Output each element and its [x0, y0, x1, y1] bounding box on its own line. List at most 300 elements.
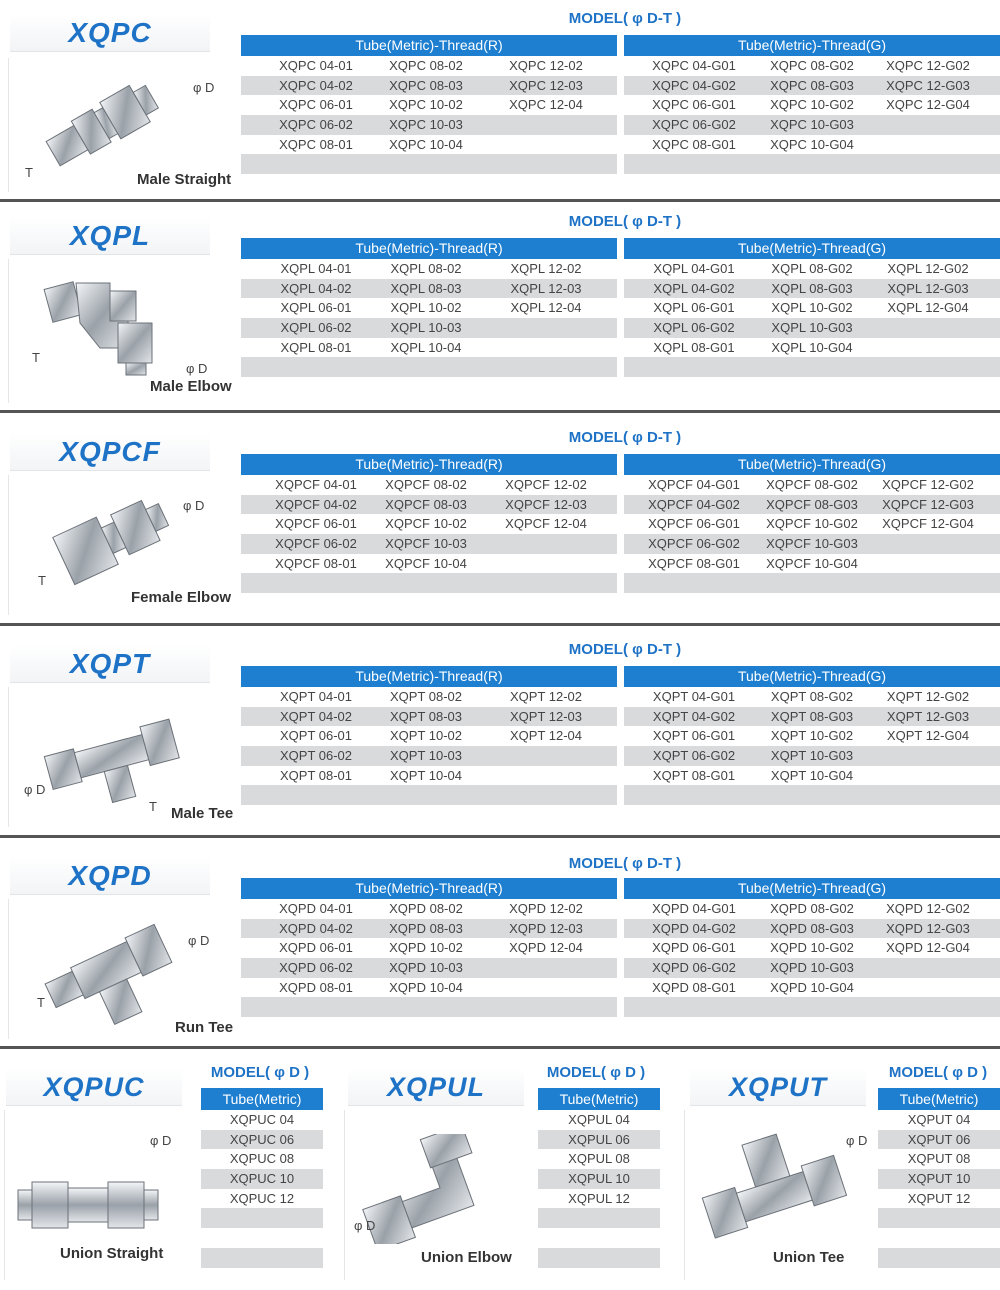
table-row: [624, 115, 1000, 135]
table-row: [241, 259, 617, 279]
table-row: [878, 1110, 1000, 1130]
table-cell: XQPD 04-01: [279, 901, 353, 916]
table-row: [241, 318, 617, 338]
table-cell: XQPD 10-03: [389, 960, 463, 976]
table-row: [624, 56, 1000, 76]
table-row: [624, 938, 1000, 958]
thread-r-table: [241, 666, 617, 805]
diameter-dimension: φ D: [846, 1133, 868, 1148]
table-cell: XQPL 12-03: [510, 280, 582, 296]
table-row: [201, 1189, 323, 1209]
union-straight-block: [0, 1050, 330, 1290]
table-cell: XQPC 06-G01: [652, 97, 736, 113]
table-row: [241, 115, 617, 135]
table-row: [241, 95, 617, 115]
table-row: [538, 1169, 660, 1189]
table-row: [878, 1208, 1000, 1228]
table-row: [241, 938, 617, 958]
thread-r-header: Tube(Metric)-Thread(R): [241, 454, 617, 475]
table-row: [624, 766, 1000, 786]
table-cell: XQPCF 12-G02: [882, 477, 974, 492]
table-cell: XQPL 04-02: [280, 280, 352, 296]
table-cell: XQPCF 08-G03: [766, 496, 858, 512]
product-code-title: XQPCF: [10, 433, 210, 471]
table-cell: XQPD 12-04: [509, 940, 583, 956]
table-row: [241, 475, 617, 495]
thread-g-header: Tube(Metric)-Thread(G): [624, 35, 1000, 56]
table-cell: XQPUL 04: [568, 1112, 630, 1127]
thread-r-table: [241, 35, 617, 174]
table-cell: XQPD 12-G02: [886, 901, 970, 916]
table-row: [241, 726, 617, 746]
table-cell: XQPL 10-G04: [771, 339, 853, 355]
table-cell: XQPD 10-G03: [770, 960, 854, 976]
table-cell: XQPUT 10: [907, 1171, 971, 1187]
table-cell: XQPL 08-G01: [653, 339, 735, 355]
union-model-caption: MODEL( φ D ): [546, 1064, 646, 1081]
union-table: [878, 1088, 1000, 1268]
table-row: [241, 279, 617, 299]
table-cell: XQPL 12-G04: [887, 300, 969, 316]
table-cell: XQPCF 06-01: [275, 516, 357, 532]
table-row: [624, 357, 1000, 377]
table-cell: XQPUT 08: [907, 1151, 971, 1167]
table-cell: XQPCF 08-G02: [766, 477, 858, 492]
table-cell: XQPD 10-G02: [770, 940, 854, 956]
table-cell: XQPCF 10-G02: [766, 516, 858, 532]
table-row: [241, 919, 617, 939]
thread-r-header: Tube(Metric)-Thread(R): [241, 666, 617, 687]
table-cell: XQPCF 10-02: [385, 516, 467, 532]
table-cell: XQPT 04-01: [279, 689, 353, 704]
table-cell: XQPC 10-G04: [770, 136, 854, 152]
table-cell: XQPT 04-G01: [652, 689, 736, 704]
table-cell: XQPC 08-02: [389, 58, 463, 73]
table-row: [241, 514, 617, 534]
diameter-dimension: φ D: [188, 933, 210, 948]
table-cell: XQPUL 12: [568, 1190, 630, 1206]
table-cell: XQPL 04-01: [280, 261, 352, 276]
union-tee-fitting-image: [698, 1130, 858, 1240]
table-cell: XQPD 08-01: [279, 979, 353, 995]
table-row: [538, 1228, 660, 1248]
table-cell: XQPT 10-04: [389, 767, 463, 783]
table-cell: XQPL 06-02: [280, 320, 352, 336]
product-label: Union Tee: [773, 1249, 845, 1266]
product-label: Male Elbow: [150, 378, 232, 395]
table-row: [624, 997, 1000, 1017]
table-row: [241, 746, 617, 766]
table-cell: XQPUC 10: [229, 1171, 295, 1187]
table-cell: XQPCF 10-04: [385, 555, 467, 571]
table-row: [241, 554, 617, 574]
table-cell: XQPL 12-G03: [887, 280, 969, 296]
table-cell: XQPUC 12: [229, 1190, 295, 1206]
table-cell: XQPT 10-G03: [770, 748, 854, 764]
table-cell: XQPCF 12-03: [505, 496, 587, 512]
table-cell: XQPL 08-G02: [771, 261, 853, 276]
table-cell: XQPC 08-G01: [652, 136, 736, 152]
table-cell: XQPD 08-G03: [770, 920, 854, 936]
table-cell: XQPC 08-03: [389, 77, 463, 93]
table-row: [624, 76, 1000, 96]
section-xqpd: [0, 845, 1000, 1050]
diameter-dimension: φ D: [354, 1218, 376, 1233]
table-cell: XQPD 10-G04: [770, 979, 854, 995]
table-cell: XQPCF 06-02: [275, 536, 357, 552]
product-code-title: XQPC: [10, 14, 210, 52]
table-cell: XQPL 06-01: [280, 300, 352, 316]
section-xqpcf: [0, 419, 1000, 624]
table-cell: XQPD 06-02: [279, 960, 353, 976]
table-cell: XQPT 06-01: [279, 728, 353, 744]
table-cell: XQPUT 06: [907, 1131, 971, 1147]
union-elbow-fitting-image: [354, 1134, 514, 1244]
table-row: [241, 357, 617, 377]
table-row: [538, 1189, 660, 1209]
table-cell: XQPT 10-02: [389, 728, 463, 744]
table-row: [241, 785, 617, 805]
table-cell: XQPCF 04-G02: [648, 496, 740, 512]
table-cell: XQPC 12-04: [509, 97, 583, 113]
table-cell: XQPCF 06-G01: [648, 516, 740, 532]
union-table: [538, 1088, 660, 1268]
product-code-title: XQPUL: [348, 1068, 524, 1106]
table-cell: XQPL 06-G02: [653, 320, 735, 336]
product-code-title: XQPD: [10, 857, 210, 895]
thread-g-table: [624, 35, 1000, 174]
male-straight-fitting-image: [38, 66, 168, 186]
table-row: [624, 338, 1000, 358]
section-divider: [0, 1046, 1000, 1049]
table-cell: XQPT 12-02: [509, 689, 583, 704]
table-cell: XQPD 06-G02: [652, 960, 736, 976]
model-caption: MODEL( φ D-T ): [568, 855, 682, 872]
table-cell: XQPL 04-G02: [653, 280, 735, 296]
table-cell: XQPT 06-02: [279, 748, 353, 764]
female-elbow-fitting-image: [50, 481, 180, 591]
union-header: Tube(Metric): [878, 1088, 1000, 1110]
thread-r-table: [241, 454, 617, 593]
table-cell: XQPT 08-02: [389, 689, 463, 704]
table-cell: XQPT 08-03: [389, 708, 463, 724]
table-cell: XQPD 06-01: [279, 940, 353, 956]
table-row: [241, 298, 617, 318]
table-cell: XQPUL 10: [568, 1171, 630, 1187]
table-cell: XQPUT 12: [907, 1190, 971, 1206]
table-cell: XQPCF 04-G01: [648, 477, 740, 492]
table-cell: XQPT 12-G03: [886, 708, 970, 724]
table-row: [241, 154, 617, 174]
table-row: [241, 687, 617, 707]
table-cell: XQPC 12-03: [509, 77, 583, 93]
model-caption: MODEL( φ D-T ): [568, 641, 682, 658]
table-row: [878, 1189, 1000, 1209]
table-row: [878, 1248, 1000, 1268]
table-cell: XQPT 12-03: [509, 708, 583, 724]
table-cell: XQPC 12-G04: [886, 97, 970, 113]
table-row: [624, 154, 1000, 174]
table-cell: XQPL 04-G01: [653, 261, 735, 276]
table-row: [201, 1149, 323, 1169]
table-row: [201, 1169, 323, 1189]
thread-r-table: [241, 878, 617, 1017]
product-label: Female Elbow: [131, 589, 232, 606]
model-caption: MODEL( φ D-T ): [568, 429, 682, 446]
table-cell: XQPCF 08-01: [275, 555, 357, 571]
table-cell: XQPL 10-G02: [771, 300, 853, 316]
product-code-title: XQPUC: [6, 1068, 182, 1106]
table-row: [624, 259, 1000, 279]
table-row: [538, 1248, 660, 1268]
union-straight-fitting-image: [14, 1168, 164, 1248]
table-cell: XQPD 08-02: [389, 901, 463, 916]
table-cell: XQPUC 04: [229, 1112, 295, 1127]
product-label: Union Elbow: [421, 1249, 512, 1266]
table-cell: XQPD 08-G02: [770, 901, 854, 916]
table-cell: XQPC 04-01: [279, 58, 353, 73]
table-row: [624, 279, 1000, 299]
table-row: [241, 766, 617, 786]
table-cell: XQPD 08-03: [389, 920, 463, 936]
table-cell: XQPT 06-G02: [652, 748, 736, 764]
table-cell: XQPL 06-G01: [653, 300, 735, 316]
table-cell: XQPCF 12-04: [505, 516, 587, 532]
table-row: [624, 135, 1000, 155]
product-label: Run Tee: [175, 1019, 234, 1036]
table-cell: XQPUL 06: [568, 1131, 630, 1147]
table-cell: XQPD 12-02: [509, 901, 583, 916]
union-header: Tube(Metric): [201, 1088, 323, 1110]
table-cell: XQPUT 04: [907, 1112, 971, 1127]
table-row: [624, 495, 1000, 515]
table-cell: XQPL 12-G02: [887, 261, 969, 276]
thread-dimension: T: [25, 165, 33, 180]
thread-r-header: Tube(Metric)-Thread(R): [241, 238, 617, 259]
table-cell: XQPL 10-04: [390, 339, 462, 355]
table-row: [624, 726, 1000, 746]
table-cell: XQPT 04-G02: [652, 708, 736, 724]
product-label: Male Straight: [137, 171, 232, 188]
table-cell: XQPD 04-02: [279, 920, 353, 936]
table-row: [241, 56, 617, 76]
section-divider: [0, 835, 1000, 838]
table-cell: XQPCF 08-03: [385, 496, 467, 512]
table-row: [624, 298, 1000, 318]
table-cell: XQPUL 08: [568, 1151, 630, 1167]
table-cell: XQPC 04-02: [279, 77, 353, 93]
table-cell: XQPC 12-G03: [886, 77, 970, 93]
thread-g-table: [624, 454, 1000, 593]
table-cell: XQPCF 12-02: [505, 477, 587, 492]
table-row: [624, 746, 1000, 766]
diameter-dimension: φ D: [150, 1133, 172, 1148]
table-row: [241, 534, 617, 554]
product-label: Union Straight: [60, 1245, 164, 1262]
table-cell: XQPT 12-G04: [886, 728, 970, 744]
table-cell: XQPC 10-G02: [770, 97, 854, 113]
model-caption: MODEL( φ D-T ): [568, 213, 682, 230]
table-row: [624, 475, 1000, 495]
table-row: [878, 1149, 1000, 1169]
table-row: [241, 899, 617, 919]
table-cell: XQPCF 08-G01: [648, 555, 740, 571]
table-cell: XQPC 08-01: [279, 136, 353, 152]
product-label: Male Tee: [171, 805, 234, 822]
table-cell: XQPT 06-G01: [652, 728, 736, 744]
table-cell: XQPCF 08-02: [385, 477, 467, 492]
table-row: [624, 707, 1000, 727]
table-row: [241, 707, 617, 727]
table-cell: XQPC 06-01: [279, 97, 353, 113]
table-cell: XQPD 12-03: [509, 920, 583, 936]
table-cell: XQPCF 12-G04: [882, 516, 974, 532]
table-row: [241, 338, 617, 358]
table-cell: XQPL 08-02: [390, 261, 462, 276]
table-cell: XQPL 10-03: [390, 320, 462, 336]
table-cell: XQPT 08-G01: [652, 767, 736, 783]
thread-r-table: [241, 238, 617, 377]
thread-dimension: T: [32, 350, 40, 365]
table-cell: XQPT 10-G04: [770, 767, 854, 783]
male-elbow-fitting-image: [40, 263, 170, 383]
table-cell: XQPC 10-04: [389, 136, 463, 152]
table-cell: XQPL 08-01: [280, 339, 352, 355]
table-row: [201, 1248, 323, 1268]
table-cell: XQPC 10-03: [389, 117, 463, 133]
table-cell: XQPCF 10-03: [385, 536, 467, 552]
table-cell: XQPT 04-02: [279, 708, 353, 724]
thread-g-header: Tube(Metric)-Thread(G): [624, 454, 1000, 475]
table-row: [624, 687, 1000, 707]
table-cell: XQPL 08-03: [390, 280, 462, 296]
thread-r-header: Tube(Metric)-Thread(R): [241, 878, 617, 899]
table-cell: XQPUC 08: [229, 1151, 295, 1167]
run-tee-fitting-image: [40, 907, 180, 1027]
table-cell: XQPL 12-04: [510, 300, 582, 316]
section-divider: [0, 410, 1000, 413]
table-cell: XQPC 08-G03: [770, 77, 854, 93]
table-row: [624, 919, 1000, 939]
table-row: [878, 1169, 1000, 1189]
table-cell: XQPCF 06-G02: [648, 536, 740, 552]
thread-g-table: [624, 238, 1000, 377]
thread-g-header: Tube(Metric)-Thread(G): [624, 878, 1000, 899]
table-cell: XQPD 10-02: [389, 940, 463, 956]
table-row: [201, 1110, 323, 1130]
table-cell: XQPT 08-G02: [770, 689, 854, 704]
table-cell: XQPCF 12-G03: [882, 496, 974, 512]
table-cell: XQPC 10-G03: [770, 117, 854, 133]
table-row: [241, 76, 617, 96]
thread-r-header: Tube(Metric)-Thread(R): [241, 35, 617, 56]
section-xqpc: [0, 0, 1000, 200]
table-cell: XQPL 12-02: [510, 261, 582, 276]
section-xqpt: [0, 631, 1000, 836]
table-cell: XQPC 04-G01: [652, 58, 736, 73]
table-cell: XQPD 12-G04: [886, 940, 970, 956]
section-xqpl: [0, 203, 1000, 413]
union-model-caption: MODEL( φ D ): [210, 1064, 310, 1081]
table-row: [201, 1130, 323, 1150]
diameter-dimension: φ D: [183, 498, 205, 513]
table-cell: XQPD 04-G02: [652, 920, 736, 936]
table-cell: XQPUC 06: [229, 1131, 295, 1147]
table-cell: XQPL 10-02: [390, 300, 462, 316]
table-row: [878, 1228, 1000, 1248]
table-row: [624, 534, 1000, 554]
union-table: [201, 1088, 323, 1268]
section-divider: [0, 199, 1000, 202]
table-cell: XQPC 12-G02: [886, 58, 970, 73]
table-cell: XQPD 06-G01: [652, 940, 736, 956]
table-row: [201, 1228, 323, 1248]
product-code-title: XQPL: [10, 217, 210, 255]
diameter-dimension: φ D: [24, 782, 46, 797]
table-row: [201, 1208, 323, 1228]
model-caption: MODEL( φ D-T ): [568, 10, 682, 27]
diameter-dimension: φ D: [186, 361, 208, 376]
table-row: [241, 495, 617, 515]
thread-dimension: T: [38, 573, 46, 588]
table-cell: XQPCF 10-G04: [766, 555, 858, 571]
table-cell: XQPCF 10-G03: [766, 536, 858, 552]
table-cell: XQPCF 04-01: [275, 477, 357, 492]
table-cell: XQPD 04-G01: [652, 901, 736, 916]
table-cell: XQPT 08-01: [279, 767, 353, 783]
thread-g-table: [624, 666, 1000, 805]
table-row: [878, 1130, 1000, 1150]
table-row: [538, 1130, 660, 1150]
table-cell: XQPT 12-04: [509, 728, 583, 744]
section-divider: [0, 623, 1000, 626]
table-cell: XQPC 08-G02: [770, 58, 854, 73]
table-cell: XQPC 06-G02: [652, 117, 736, 133]
table-cell: XQPT 12-G02: [886, 689, 970, 704]
table-row: [624, 514, 1000, 534]
table-row: [538, 1110, 660, 1130]
union-elbow-block: [338, 1050, 668, 1290]
table-row: [241, 573, 617, 593]
table-row: [241, 978, 617, 998]
union-header: Tube(Metric): [538, 1088, 660, 1110]
thread-dimension: T: [149, 799, 157, 814]
table-cell: XQPT 10-03: [389, 748, 463, 764]
product-code-title: XQPT: [10, 645, 210, 683]
table-cell: XQPC 12-02: [509, 58, 583, 73]
table-row: [624, 95, 1000, 115]
table-row: [624, 785, 1000, 805]
union-tee-block: [676, 1050, 1000, 1290]
table-row: [538, 1149, 660, 1169]
table-cell: XQPL 10-G03: [771, 320, 853, 336]
thread-g-header: Tube(Metric)-Thread(G): [624, 238, 1000, 259]
table-cell: XQPL 08-G03: [771, 280, 853, 296]
table-row: [241, 997, 617, 1017]
table-cell: XQPD 10-04: [389, 979, 463, 995]
thread-g-table: [624, 878, 1000, 1017]
table-row: [624, 958, 1000, 978]
product-code-title: XQPUT: [690, 1068, 866, 1106]
table-cell: XQPD 08-G01: [652, 979, 736, 995]
table-row: [241, 135, 617, 155]
table-cell: XQPT 10-G02: [770, 728, 854, 744]
union-model-caption: MODEL( φ D ): [888, 1064, 988, 1081]
section-unions: [0, 1050, 1000, 1290]
male-tee-fitting-image: [42, 699, 182, 809]
table-row: [624, 899, 1000, 919]
table-row: [624, 978, 1000, 998]
